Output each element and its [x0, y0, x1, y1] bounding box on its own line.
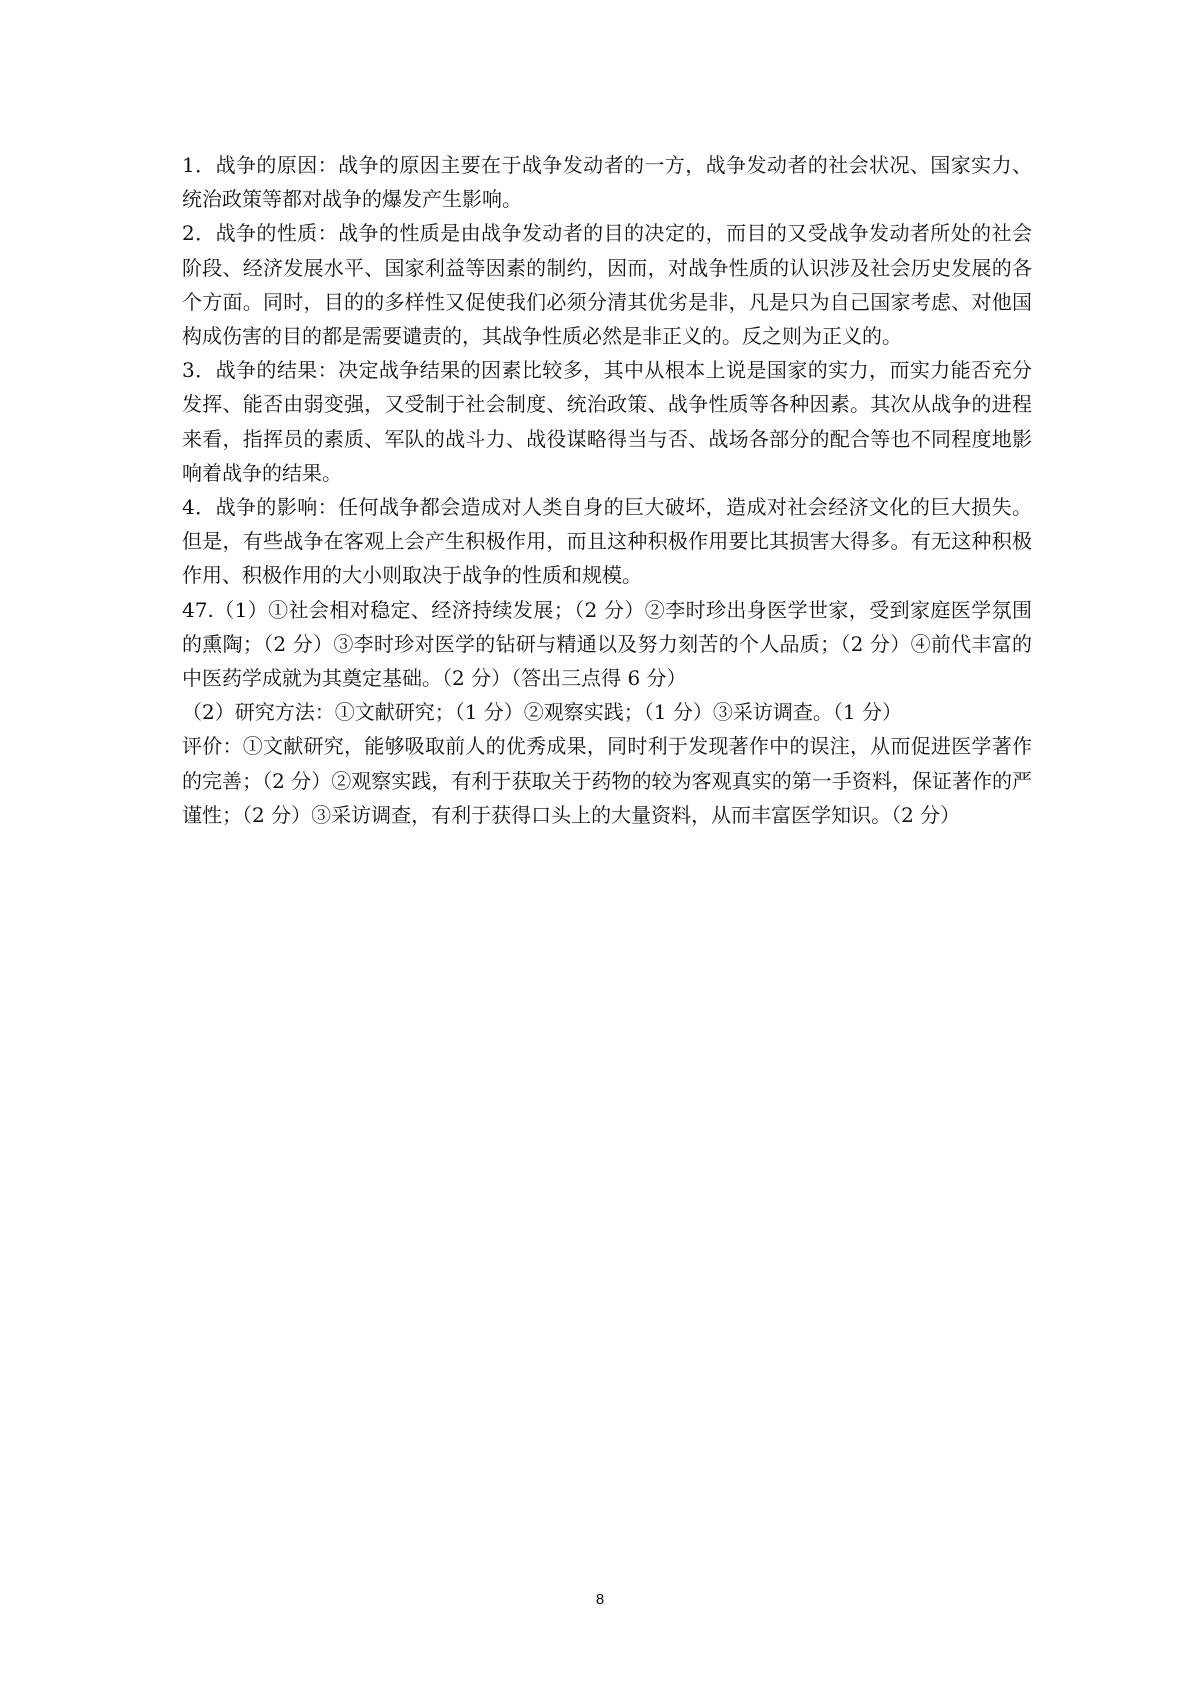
paragraph-war-nature: 2．战争的性质：战争的性质是由战争发动者的目的决定的，而目的又受战争发动者所处的社会阶段、经济发展水平、国家利益等因素的制约，因而，对战争性质的认识涉及社会历史发展的各个方面。同时，目的的多样性又促使我们必须分清其优劣是非，凡是只为自己国家考虑、对他国构成伤害的目的都是需要谴责的，其战争性质必然是非正义的。反之则为正义的。 [182, 221, 1032, 349]
answer-text-body [182, 148, 1032, 832]
paragraph-q47-part2-methods: （2）研究方法：①文献研究；（1 分）②观察实践；（1 分）③采访调查。（1 分） [182, 700, 902, 725]
paragraph-war-influence: 4．战争的影响：任何战争都会造成对人类自身的巨大破坏，造成对社会经济文化的巨大损失。但是，有些战争在客观上会产生积极作用，而且这种积极作用要比其损害大得多。有无这种积极作用、积极作用的大小则取决于战争的性质和规模。 [182, 495, 1032, 588]
paragraph-q47-part1: 47.（1）①社会相对稳定、经济持续发展；（2 分）②李时珍出身医学世家，受到家庭医学氛围的熏陶；（2 分）③李时珍对医学的钻研与精通以及努力刻苦的个人品质；（2 分）④前代丰富的中医药学成就为其奠定基础。（2 分）（答出三点得 6 分） [182, 597, 1032, 691]
paragraph-war-results: 3．战争的结果：决定战争结果的因素比较多，其中从根本上说是国家的实力，而实力能否充分发挥、能否由弱变强，又受制于社会制度、统治政策、战争性质等各种因素。其次从战争的进程来看，指挥员的素质、军队的战斗力、战役谋略得当与否、战场各部分的配合等也不同程度地影响着战争的结果。 [182, 358, 1032, 485]
paragraph-q47-evaluation: 评价：①文献研究，能够吸取前人的优秀成果，同时利于发现著作中的误注，从而促进医学著作的完善；（2 分）②观察实践，有利于获取关于药物的较为客观真实的第一手资料，保证著作的严谨性；（2 分）③采访调查，有利于获得口头上的大量资料，从而丰富医学知识。（2 分） [182, 734, 1032, 827]
paragraph-war-causes: 1．战争的原因：战争的原因主要在于战争发动者的一方，战争发动者的社会状况、国家实力、统治政策等都对战争的爆发产生影响。 [182, 153, 1032, 212]
page-number: 8 [595, 1591, 605, 1608]
